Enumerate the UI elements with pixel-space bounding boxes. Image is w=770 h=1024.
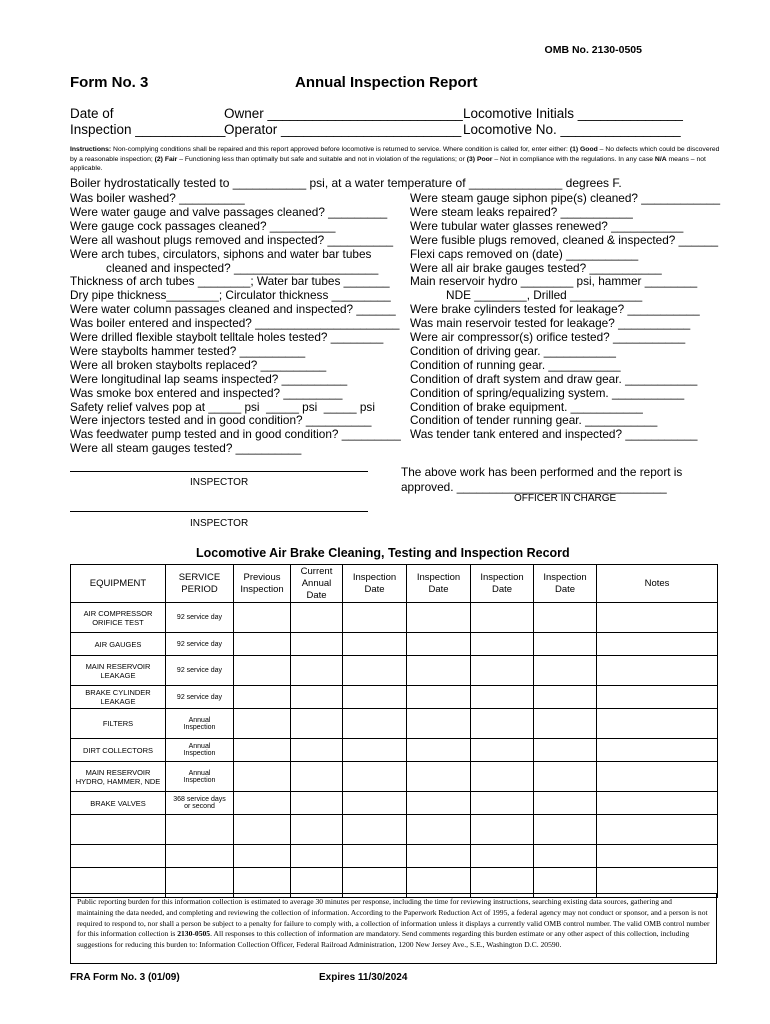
table-row: [71, 845, 718, 868]
left-question-8[interactable]: Dry pipe thickness________; Circulator thickness _________: [70, 288, 391, 303]
equipment-cell: MAIN RESERVOIR HYDRO, HAMMER, NDE: [71, 762, 166, 792]
approval-statement: The above work has been performed and the report is: [401, 465, 683, 479]
table-row: [71, 815, 718, 845]
right-question-15[interactable]: Condition of spring/equalizing system. ___________: [410, 385, 685, 400]
left-question-12[interactable]: Were staybolts hammer tested? __________: [70, 343, 306, 358]
header-current-annual-date: Current Annual Date: [291, 565, 343, 603]
table-row: [71, 656, 718, 686]
date-entry-cell[interactable]: [407, 709, 471, 739]
date-entry-cell[interactable]: [291, 815, 343, 845]
date-entry-cell[interactable]: [343, 603, 407, 633]
left-question-13[interactable]: Were all broken staybolts replaced? __________: [70, 357, 327, 372]
right-question-6[interactable]: Were all air brake gauges tested? ___________: [410, 260, 662, 275]
date-entry-cell[interactable]: [534, 815, 597, 845]
notes-cell[interactable]: [597, 633, 718, 656]
instructions-text: – Not in compliance with the regulations. In any case: [492, 155, 655, 163]
date-entry-cell[interactable]: [343, 815, 407, 845]
service-period-cell: Annual Inspection: [166, 762, 234, 792]
report-title: Annual Inspection Report: [295, 74, 478, 91]
left-question-6[interactable]: cleaned and inspected? ______________________: [70, 260, 379, 275]
equipment-cell: [71, 815, 166, 845]
right-question-12[interactable]: Condition of driving gear. ___________: [410, 343, 616, 358]
poor-label: (3) Poor: [466, 155, 493, 163]
left-question-5[interactable]: Were arch tubes, circulators, siphons and water bar tubes: [70, 246, 372, 261]
left-question-14[interactable]: Were longitudinal lap seams inspected? __________: [70, 371, 348, 386]
date-entry-cell[interactable]: [343, 762, 407, 792]
instructions-label: Instructions:: [70, 146, 112, 153]
right-question-16[interactable]: Condition of brake equipment. ___________: [410, 399, 643, 414]
officer-in-charge-label: OFFICER IN CHARGE: [514, 493, 617, 504]
inspector-signature-label-1: INSPECTOR: [190, 477, 249, 488]
equipment-cell: BRAKE CYLINDER LEAKAGE: [71, 686, 166, 709]
date-entry-cell[interactable]: [534, 633, 597, 656]
date-entry-cell[interactable]: [471, 603, 534, 633]
date-entry-cell[interactable]: [234, 603, 291, 633]
na-label: N/A: [654, 155, 667, 163]
footer-form-number: FRA Form No. 3 (01/09): [70, 972, 180, 983]
left-question-9[interactable]: Were water column passages cleaned and inspected? ______: [70, 302, 396, 317]
notes-cell[interactable]: [597, 845, 718, 868]
date-entry-cell[interactable]: [471, 656, 534, 686]
equipment-cell: AIR COMPRESSOR ORIFICE TEST: [71, 603, 166, 633]
footer-expiration: Expires 11/30/2024: [319, 972, 408, 983]
notes-cell[interactable]: [597, 709, 718, 739]
date-entry-cell[interactable]: [534, 656, 597, 686]
service-period-cell: 92 service day: [166, 656, 234, 686]
date-entry-cell[interactable]: [407, 686, 471, 709]
date-entry-cell[interactable]: [234, 709, 291, 739]
date-entry-cell[interactable]: [534, 739, 597, 762]
date-entry-cell[interactable]: [291, 656, 343, 686]
date-entry-cell[interactable]: [343, 845, 407, 868]
right-question-4[interactable]: Were fusible plugs removed, cleaned & inspected? ______: [410, 232, 719, 247]
omb-number: OMB No. 2130-0505: [544, 44, 642, 56]
date-entry-cell[interactable]: [471, 762, 534, 792]
service-period-cell: 92 service day: [166, 633, 234, 656]
notes-cell[interactable]: [597, 815, 718, 845]
service-period-cell: [166, 815, 234, 845]
equipment-cell: MAIN RESERVOIR LEAKAGE: [71, 656, 166, 686]
equipment-cell: [71, 845, 166, 868]
date-entry-cell[interactable]: [343, 686, 407, 709]
left-question-7[interactable]: Thickness of arch tubes ________; Water bar tubes _______: [70, 274, 390, 289]
date-entry-cell[interactable]: [291, 739, 343, 762]
date-entry-cell[interactable]: [407, 603, 471, 633]
service-period-cell: Annual Inspection: [166, 739, 234, 762]
service-period-cell: 368 service days or second: [166, 792, 234, 815]
right-question-11[interactable]: Were air compressor(s) orifice tested? ___________: [410, 330, 686, 344]
instructions-text: Non-complying conditions shall be repaired and this report approved before locomotive is returned to service. Where condition is called for, enter either:: [111, 146, 570, 153]
right-question-10[interactable]: Was main reservoir tested for leakage? ___________: [410, 316, 691, 331]
date-entry-cell[interactable]: [234, 686, 291, 709]
notes-cell[interactable]: [597, 739, 718, 762]
left-question-3[interactable]: Were gauge cock passages cleaned? __________: [70, 218, 336, 233]
equipment-cell: FILTERS: [71, 709, 166, 739]
date-entry-cell[interactable]: [234, 633, 291, 656]
locomotive-initials-field[interactable]: Locomotive Initials ______________: [463, 106, 683, 121]
burden-statement: Public reporting burden for this information collection is estimated to average 30 minutes per response, including the time for reviewing instructions, searching existing data sources, gathering and maintaining the data needed, and completing and reviewing the collection of information. According to the Paperwork Reduction Act of 1995, a federal agency may not conduct or sponsor, and a person is not required to respond to, nor shall a person be subject to a penalty for failure to comply with, a collection of information unless it displays a currently valid OMB control number. The valid OMB control number for this information collection is 2130-0505. All responses to this collection of information are mandatory. Send comments regarding this burden estimate or any other aspect of this collection, including suggestions for reducing this burden to: Information Collection Officer, Federal Railroad Administration, 1200 New Jersey Ave., S.E., Washington D.C. 20590.: [70, 893, 717, 964]
date-entry-cell[interactable]: [471, 815, 534, 845]
date-entry-cell[interactable]: [407, 762, 471, 792]
date-entry-cell[interactable]: [471, 739, 534, 762]
left-question-1[interactable]: Was boiler washed? __________: [70, 191, 245, 205]
left-question-10[interactable]: Was boiler entered and inspected? ______________________: [70, 316, 400, 331]
table-row: [71, 633, 718, 656]
date-entry-cell[interactable]: [343, 709, 407, 739]
date-entry-cell[interactable]: [407, 815, 471, 845]
date-entry-cell[interactable]: [534, 762, 597, 792]
date-entry-cell[interactable]: [291, 709, 343, 739]
date-entry-cell[interactable]: [291, 686, 343, 709]
date-entry-cell[interactable]: [291, 603, 343, 633]
notes-cell[interactable]: [597, 603, 718, 633]
header-inspection-date: Inspection Date: [471, 565, 534, 603]
date-entry-cell[interactable]: [407, 656, 471, 686]
service-period-cell: 92 service day: [166, 603, 234, 633]
date-entry-cell[interactable]: [343, 656, 407, 686]
right-question-17[interactable]: Condition of tender running gear. ___________: [410, 413, 658, 428]
date-entry-cell[interactable]: [471, 792, 534, 815]
hydro-test-line[interactable]: Boiler hydrostatically tested to ___________ psi, at a water temperature of ______________ degrees F.: [70, 176, 622, 190]
inspector-signature-label-2: INSPECTOR: [190, 518, 249, 529]
left-question-11[interactable]: Were drilled flexible staybolt telltale holes tested? ________: [70, 330, 384, 344]
date-entry-cell[interactable]: [471, 709, 534, 739]
table-row: [71, 709, 718, 739]
date-entry-cell[interactable]: [291, 792, 343, 815]
equipment-cell: DIRT COLLECTORS: [71, 739, 166, 762]
header-inspection-date: Inspection Date: [534, 565, 597, 603]
form-number: Form No. 3: [70, 74, 149, 91]
date-entry-cell[interactable]: [291, 845, 343, 868]
date-entry-cell[interactable]: [407, 845, 471, 868]
date-entry-cell[interactable]: [343, 633, 407, 656]
notes-cell[interactable]: [597, 686, 718, 709]
header-inspection-date: Inspection Date: [343, 565, 407, 603]
date-entry-cell[interactable]: [471, 686, 534, 709]
left-question-15[interactable]: Was smoke box entered and inspected? _________: [70, 385, 343, 400]
table-row: [71, 762, 718, 792]
inspection-date-field[interactable]: Inspection ____________: [70, 122, 226, 137]
header-service-period: SERVICE PERIOD: [166, 565, 234, 603]
header-equipment: EQUIPMENT: [71, 565, 166, 603]
equipment-cell: BRAKE VALVES: [71, 792, 166, 815]
right-question-7[interactable]: Main reservoir hydro ________ psi, hammer ________: [410, 274, 698, 289]
date-entry-cell[interactable]: [234, 845, 291, 868]
date-entry-cell[interactable]: [234, 656, 291, 686]
instructions-text: – No defects which could be discovered by a reasonable inspection;: [70, 146, 720, 163]
left-question-19[interactable]: Were all steam gauges tested? __________: [70, 441, 302, 456]
date-entry-cell[interactable]: [234, 762, 291, 792]
right-question-3[interactable]: Were tubular water glasses renewed? ___________: [410, 218, 684, 233]
operator-field[interactable]: Operator ________________________: [224, 122, 462, 137]
date-entry-cell[interactable]: [534, 845, 597, 868]
notes-cell[interactable]: [597, 762, 718, 792]
air-brake-record-table: [70, 564, 718, 898]
left-question-18[interactable]: Was feedwater pump tested and in good condition? _________: [70, 427, 401, 442]
date-entry-cell[interactable]: [407, 739, 471, 762]
instructions-text: – Functioning less than optimally but safe and suitable and not in violation of the regulations; or: [177, 155, 467, 163]
header-inspection-date: Inspection Date: [407, 565, 471, 603]
left-question-16[interactable]: Safety relief valves pop at _____ psi _____ psi _____ psi: [70, 399, 375, 414]
header-previous-inspection: Previous Inspection: [234, 565, 291, 603]
fair-label: (2) Fair: [154, 155, 178, 163]
date-entry-cell[interactable]: [534, 603, 597, 633]
right-question-5[interactable]: Flexi caps removed on (date) ___________: [410, 246, 639, 261]
date-entry-cell[interactable]: [343, 739, 407, 762]
right-question-14[interactable]: Condition of draft system and draw gear. ___________: [410, 371, 698, 386]
approval-signature-field[interactable]: approved. ________________________________: [401, 480, 667, 494]
instructions: [70, 145, 720, 174]
notes-cell[interactable]: [597, 656, 718, 686]
table-row: [71, 739, 718, 762]
header-notes: Notes: [597, 565, 718, 603]
date-entry-cell[interactable]: [471, 633, 534, 656]
date-entry-cell[interactable]: [234, 815, 291, 845]
instructions-text: means – not applicable.: [70, 155, 706, 172]
date-entry-cell[interactable]: [291, 762, 343, 792]
date-entry-cell[interactable]: [407, 792, 471, 815]
left-question-17[interactable]: Were injectors tested and in good condition? __________: [70, 413, 372, 428]
date-entry-cell[interactable]: [234, 792, 291, 815]
service-period-cell: 92 service day: [166, 686, 234, 709]
date-entry-cell[interactable]: [234, 739, 291, 762]
table-row: [71, 686, 718, 709]
date-entry-cell[interactable]: [343, 792, 407, 815]
right-question-18[interactable]: Was tender tank entered and inspected? ___________: [410, 427, 698, 442]
owner-field[interactable]: Owner __________________________: [224, 106, 463, 121]
date-entry-cell[interactable]: [534, 792, 597, 815]
right-question-13[interactable]: Condition of running gear. ___________: [410, 357, 621, 372]
service-period-cell: Annual Inspection: [166, 709, 234, 739]
right-question-1[interactable]: Were steam gauge siphon pipe(s) cleaned? ____________: [410, 191, 721, 205]
date-entry-cell[interactable]: [534, 686, 597, 709]
right-question-9[interactable]: Were brake cylinders tested for leakage? ___________: [410, 302, 700, 317]
equipment-cell: AIR GAUGES: [71, 633, 166, 656]
date-entry-cell[interactable]: [534, 709, 597, 739]
date-entry-cell[interactable]: [407, 633, 471, 656]
table-row: [71, 603, 718, 633]
good-label: (1) Good: [569, 146, 598, 153]
right-question-2[interactable]: Were steam leaks repaired? ___________: [410, 204, 633, 219]
date-entry-cell[interactable]: [471, 845, 534, 868]
left-question-4[interactable]: Were all washout plugs removed and inspected? __________: [70, 232, 394, 247]
right-question-8[interactable]: NDE ________, Drilled ___________: [410, 288, 643, 303]
service-period-cell: [166, 845, 234, 868]
locomotive-number-field[interactable]: Locomotive No. ________________: [463, 122, 681, 137]
record-title: Locomotive Air Brake Cleaning, Testing and Inspection Record: [196, 546, 570, 560]
date-label: Date of: [70, 106, 114, 121]
date-entry-cell[interactable]: [291, 633, 343, 656]
left-question-2[interactable]: Were water gauge and valve passages cleaned? _________: [70, 204, 388, 219]
table-row: [71, 792, 718, 815]
notes-cell[interactable]: [597, 792, 718, 815]
